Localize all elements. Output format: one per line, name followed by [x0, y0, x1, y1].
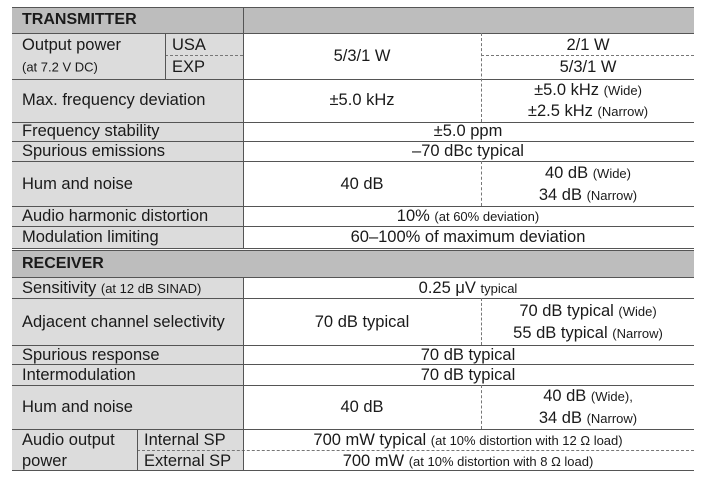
audio-output-label-line1: Audio output — [22, 430, 115, 449]
output-power-exp-label: EXP — [172, 57, 206, 76]
external-sp-value: 700 mW (at 10% distortion with 8 Ω load) — [342, 451, 594, 470]
rule — [12, 248, 694, 249]
max-freq-dev-narrow: ±2.5 kHz (Narrow) — [527, 101, 649, 120]
spurious-emissions-label: Spurious emissions — [22, 141, 166, 160]
internal-sp-label: Internal SP — [144, 430, 226, 449]
spurious-emissions-value: –70 dBc typical — [412, 141, 524, 160]
freq-stability-value: ±5.0 ppm — [433, 121, 503, 140]
max-freq-dev-wide: ±5.0 kHz (Wide) — [534, 80, 642, 99]
dashed-divider — [481, 298, 482, 345]
tx-hum-noise-narrow: 34 dB (Narrow) — [538, 185, 638, 204]
receiver-heading: RECEIVER — [22, 255, 104, 272]
output-power-usa-value: 2/1 W — [566, 35, 610, 54]
output-power-usa-label: USA — [172, 35, 206, 54]
dashed-divider — [481, 161, 482, 206]
rule — [12, 298, 694, 299]
rx-hum-noise-narrow: 34 dB (Narrow) — [538, 408, 638, 427]
rule — [12, 277, 694, 278]
dashed-divider — [481, 385, 482, 429]
column-divider — [243, 33, 244, 248]
modulation-limiting-label: Modulation limiting — [22, 227, 159, 246]
external-sp-label: External SP — [144, 451, 232, 470]
tx-hum-noise-value: 40 dB — [340, 174, 384, 193]
column-divider — [137, 429, 138, 470]
output-power-value: 5/3/1 W — [333, 46, 391, 65]
rx-hum-noise-wide: 40 dB (Wide), — [543, 386, 633, 405]
rule — [12, 33, 694, 34]
tx-hum-noise-label: Hum and noise — [22, 174, 133, 193]
rule — [12, 7, 694, 8]
sensitivity-value: 0.25 μV typical — [418, 278, 518, 297]
spurious-response-label: Spurious response — [22, 345, 160, 364]
audio-output-label-line2: power — [22, 451, 67, 470]
output-power-label: Output power — [22, 35, 122, 54]
column-divider — [243, 7, 244, 33]
rule — [12, 161, 694, 162]
rx-hum-noise-value: 40 dB — [340, 397, 384, 416]
dashed-divider — [481, 33, 482, 122]
max-freq-dev-label: Max. frequency deviation — [22, 90, 206, 109]
sensitivity-label: Sensitivity (at 12 dB SINAD) — [22, 278, 202, 297]
adjacent-label: Adjacent channel selectivity — [22, 312, 225, 331]
max-freq-dev-value: ±5.0 kHz — [329, 90, 395, 109]
spurious-response-value: 70 dB typical — [420, 345, 516, 364]
column-divider — [243, 277, 244, 470]
intermodulation-value: 70 dB typical — [420, 365, 516, 384]
rule — [12, 385, 694, 386]
receiver-header-band — [12, 250, 694, 277]
modulation-limiting-value: 60–100% of maximum deviation — [350, 227, 586, 246]
internal-sp-value: 700 mW typical (at 10% distortion with 12 Ω load) — [313, 430, 623, 449]
output-power-note: (at 7.2 V DC) — [22, 59, 98, 75]
freq-stability-label: Frequency stability — [22, 121, 160, 140]
dashed-rule — [481, 55, 694, 56]
transmitter-heading: TRANSMITTER — [22, 11, 137, 28]
tx-hum-noise-wide: 40 dB (Wide) — [545, 163, 631, 182]
audio-harmonic-label: Audio harmonic distortion — [22, 206, 209, 225]
rule — [12, 470, 694, 471]
audio-harmonic-value: 10% (at 60% deviation) — [396, 206, 540, 225]
dashed-rule — [165, 55, 243, 56]
output-power-exp-value: 5/3/1 W — [559, 57, 617, 76]
adjacent-value: 70 dB typical — [314, 312, 410, 331]
adjacent-narrow: 55 dB typical (Narrow) — [513, 323, 663, 342]
column-divider — [165, 33, 166, 79]
adjacent-wide: 70 dB typical (Wide) — [519, 301, 657, 320]
intermodulation-label: Intermodulation — [22, 365, 136, 384]
rule — [12, 250, 694, 251]
rx-hum-noise-label: Hum and noise — [22, 397, 133, 416]
